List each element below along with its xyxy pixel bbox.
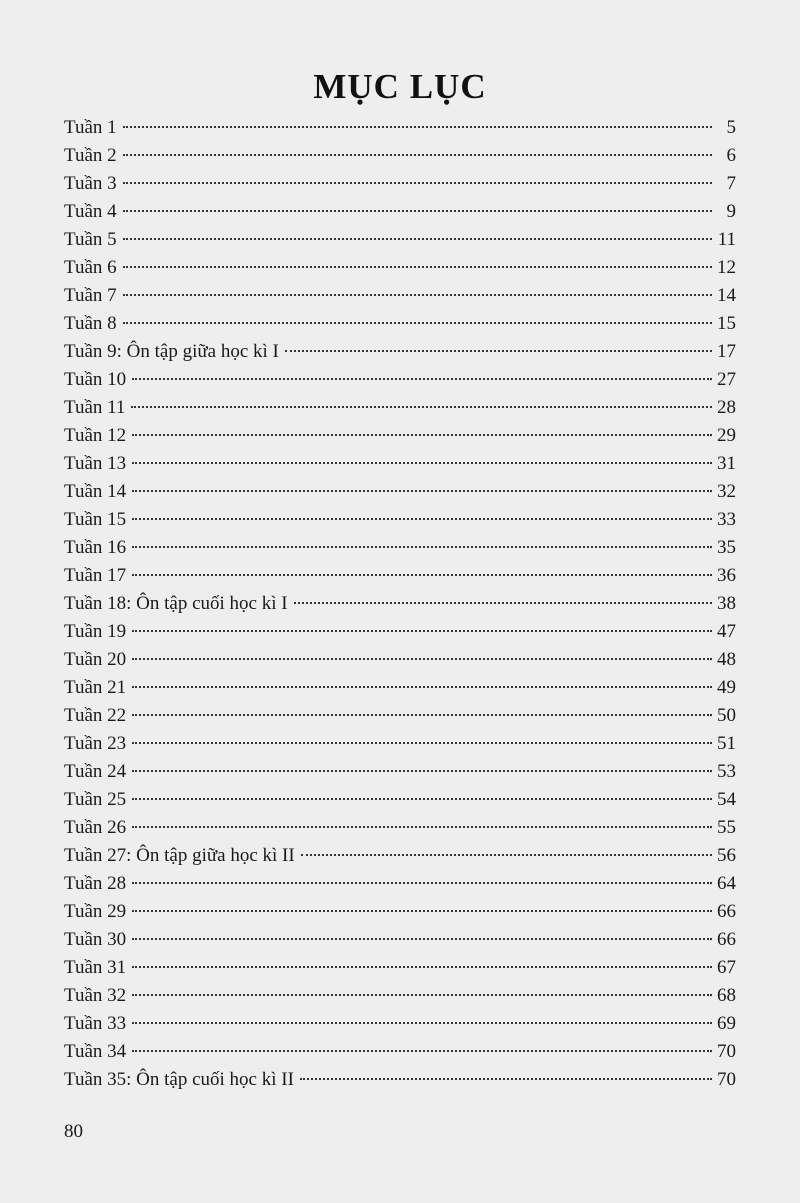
- toc-entry-label: Tuần 2: [64, 145, 117, 166]
- dot-leader: [132, 882, 712, 884]
- toc-entry-page: 15: [717, 313, 736, 334]
- toc-entry-page: 6: [726, 145, 736, 166]
- toc-entry-page: 69: [717, 1013, 736, 1034]
- toc-entry-page: 47: [717, 621, 736, 642]
- dot-leader: [132, 574, 712, 576]
- dot-leader: [132, 826, 712, 828]
- dot-leader: [300, 1078, 712, 1080]
- toc-entry-label: Tuần 24: [64, 761, 127, 782]
- toc-entry: [64, 674, 736, 702]
- toc-entry-page: 50: [717, 705, 736, 726]
- dot-leader: [132, 546, 712, 548]
- toc-entry-page: 49: [717, 677, 736, 698]
- toc-entry-label: Tuần 9: Ôn tập giữa học kì I: [64, 341, 279, 362]
- toc-entry-label: Tuần 22: [64, 705, 127, 726]
- toc-entry-page: 11: [717, 229, 736, 250]
- toc-entry: [64, 254, 736, 282]
- toc-entry-label: Tuần 7: [64, 285, 117, 306]
- toc-entry-label: Tuần 14: [64, 481, 127, 502]
- toc-entry-page: 5: [726, 117, 736, 138]
- toc-entry-label: Tuần 17: [64, 565, 127, 586]
- toc-entry: [64, 478, 736, 506]
- toc-entry-page: 27: [717, 369, 736, 390]
- toc-entry-page: 68: [717, 985, 736, 1006]
- dot-leader: [132, 966, 712, 968]
- toc-entry-label: Tuần 6: [64, 257, 117, 278]
- toc-entry-label: Tuần 23: [64, 733, 127, 754]
- toc-entry-label: Tuần 26: [64, 817, 127, 838]
- toc-entry-label: Tuần 19: [64, 621, 127, 642]
- toc-entry: [64, 758, 736, 786]
- toc-entry: [64, 422, 736, 450]
- dot-leader: [132, 658, 712, 660]
- toc-entry: [64, 702, 736, 730]
- dot-leader: [132, 798, 712, 800]
- dot-leader: [131, 406, 712, 408]
- toc-entry-page: 70: [717, 1069, 736, 1090]
- toc-entry-page: 35: [717, 537, 736, 558]
- toc-entry-label: Tuần 32: [64, 985, 127, 1006]
- toc-entry-page: 55: [717, 817, 736, 838]
- dot-leader: [123, 154, 712, 156]
- toc-entry-label: Tuần 30: [64, 929, 127, 950]
- toc-entry-page: 14: [717, 285, 736, 306]
- toc-entry-label: Tuần 4: [64, 201, 117, 222]
- toc-entry: [64, 534, 736, 562]
- toc-entry: [64, 646, 736, 674]
- toc-entry: [64, 198, 736, 226]
- toc-entry-page: 70: [717, 1041, 736, 1062]
- toc-entry-page: 56: [717, 845, 736, 866]
- toc-entry-page: 31: [717, 453, 736, 474]
- toc-entry: [64, 450, 736, 478]
- toc-entry-label: Tuần 13: [64, 453, 127, 474]
- toc-entry: [64, 786, 736, 814]
- toc-entry-label: Tuần 12: [64, 425, 127, 446]
- toc-entry-label: Tuần 27: Ôn tập giữa học kì II: [64, 845, 295, 866]
- toc-entry-label: Tuần 31: [64, 957, 127, 978]
- dot-leader: [132, 742, 712, 744]
- toc-entry: [64, 1038, 736, 1066]
- toc-entry: [64, 170, 736, 198]
- toc-entry-page: 7: [726, 173, 736, 194]
- toc-entry: [64, 814, 736, 842]
- toc-entry-page: 28: [717, 397, 736, 418]
- toc-entry: [64, 142, 736, 170]
- toc-entry-label: Tuần 8: [64, 313, 117, 334]
- dot-leader: [132, 1050, 712, 1052]
- toc-entry-page: 32: [717, 481, 736, 502]
- toc-entry-page: 48: [717, 649, 736, 670]
- toc-entry: [64, 590, 736, 618]
- toc-entry: [64, 226, 736, 254]
- page-title: MỤC LỤC: [313, 67, 487, 106]
- toc-entry: [64, 730, 736, 758]
- toc-entry-label: Tuần 35: Ôn tập cuối học kì II: [64, 1069, 294, 1090]
- dot-leader: [132, 1022, 712, 1024]
- toc-entry-page: 66: [717, 901, 736, 922]
- dot-leader: [132, 630, 712, 632]
- dot-leader: [132, 910, 712, 912]
- dot-leader: [132, 462, 712, 464]
- toc-entry-label: Tuần 5: [64, 229, 117, 250]
- toc-entry-label: Tuần 20: [64, 649, 127, 670]
- toc-entry-page: 38: [717, 593, 736, 614]
- toc-entry: [64, 338, 736, 366]
- toc-entry: [64, 898, 736, 926]
- toc-entry: [64, 870, 736, 898]
- toc-entry-label: Tuần 21: [64, 677, 127, 698]
- dot-leader: [132, 994, 712, 996]
- toc-entry: [64, 394, 736, 422]
- toc-entry: [64, 982, 736, 1010]
- toc-entry-page: 33: [717, 509, 736, 530]
- dot-leader: [123, 294, 712, 296]
- toc-entry: [64, 506, 736, 534]
- toc-entry-label: Tuần 25: [64, 789, 127, 810]
- toc-entry-page: 36: [717, 565, 736, 586]
- toc-entry: [64, 114, 736, 142]
- dot-leader: [132, 434, 712, 436]
- toc-entry-label: Tuần 18: Ôn tập cuối học kì I: [64, 593, 288, 614]
- dot-leader: [285, 350, 712, 352]
- page-number: 80: [64, 1121, 83, 1142]
- toc-entry: [64, 954, 736, 982]
- toc-entry-page: 67: [717, 957, 736, 978]
- dot-leader: [132, 378, 712, 380]
- toc-entry: [64, 842, 736, 870]
- dot-leader: [301, 854, 712, 856]
- toc-entry-label: Tuần 15: [64, 509, 127, 530]
- dot-leader: [132, 714, 712, 716]
- toc-entry: [64, 1066, 736, 1094]
- toc-entry-label: Tuần 10: [64, 369, 127, 390]
- toc-entry-page: 51: [717, 733, 736, 754]
- dot-leader: [132, 938, 712, 940]
- toc-entry-label: Tuần 34: [64, 1041, 127, 1062]
- dot-leader: [132, 490, 712, 492]
- toc-entry-label: Tuần 11: [64, 397, 126, 418]
- toc-entry-page: 64: [717, 873, 736, 894]
- dot-leader: [132, 518, 712, 520]
- dot-leader: [123, 210, 712, 212]
- dot-leader: [123, 126, 712, 128]
- dot-leader: [294, 602, 712, 604]
- toc-entry-label: Tuần 29: [64, 901, 127, 922]
- dot-leader: [132, 770, 712, 772]
- toc-entry-page: 29: [717, 425, 736, 446]
- toc-entry: [64, 618, 736, 646]
- dot-leader: [123, 322, 712, 324]
- toc-entry-page: 54: [717, 789, 736, 810]
- dot-leader: [123, 182, 712, 184]
- toc-entry: [64, 310, 736, 338]
- toc-entry: [64, 282, 736, 310]
- toc-entry-label: Tuần 28: [64, 873, 127, 894]
- toc-entry: [64, 926, 736, 954]
- toc-entry-label: Tuần 1: [64, 117, 117, 138]
- toc-entry-label: Tuần 33: [64, 1013, 127, 1034]
- toc-entry: [64, 1010, 736, 1038]
- table-of-contents: [64, 114, 736, 1094]
- toc-entry-label: Tuần 16: [64, 537, 127, 558]
- toc-entry-page: 17: [717, 341, 736, 362]
- toc-entry-page: 9: [726, 201, 736, 222]
- dot-leader: [123, 238, 712, 240]
- toc-entry-page: 12: [717, 257, 736, 278]
- toc-entry-label: Tuần 3: [64, 173, 117, 194]
- toc-entry: [64, 562, 736, 590]
- toc-entry: [64, 366, 736, 394]
- dot-leader: [132, 686, 712, 688]
- dot-leader: [123, 266, 712, 268]
- toc-entry-page: 53: [717, 761, 736, 782]
- toc-entry-page: 66: [717, 929, 736, 950]
